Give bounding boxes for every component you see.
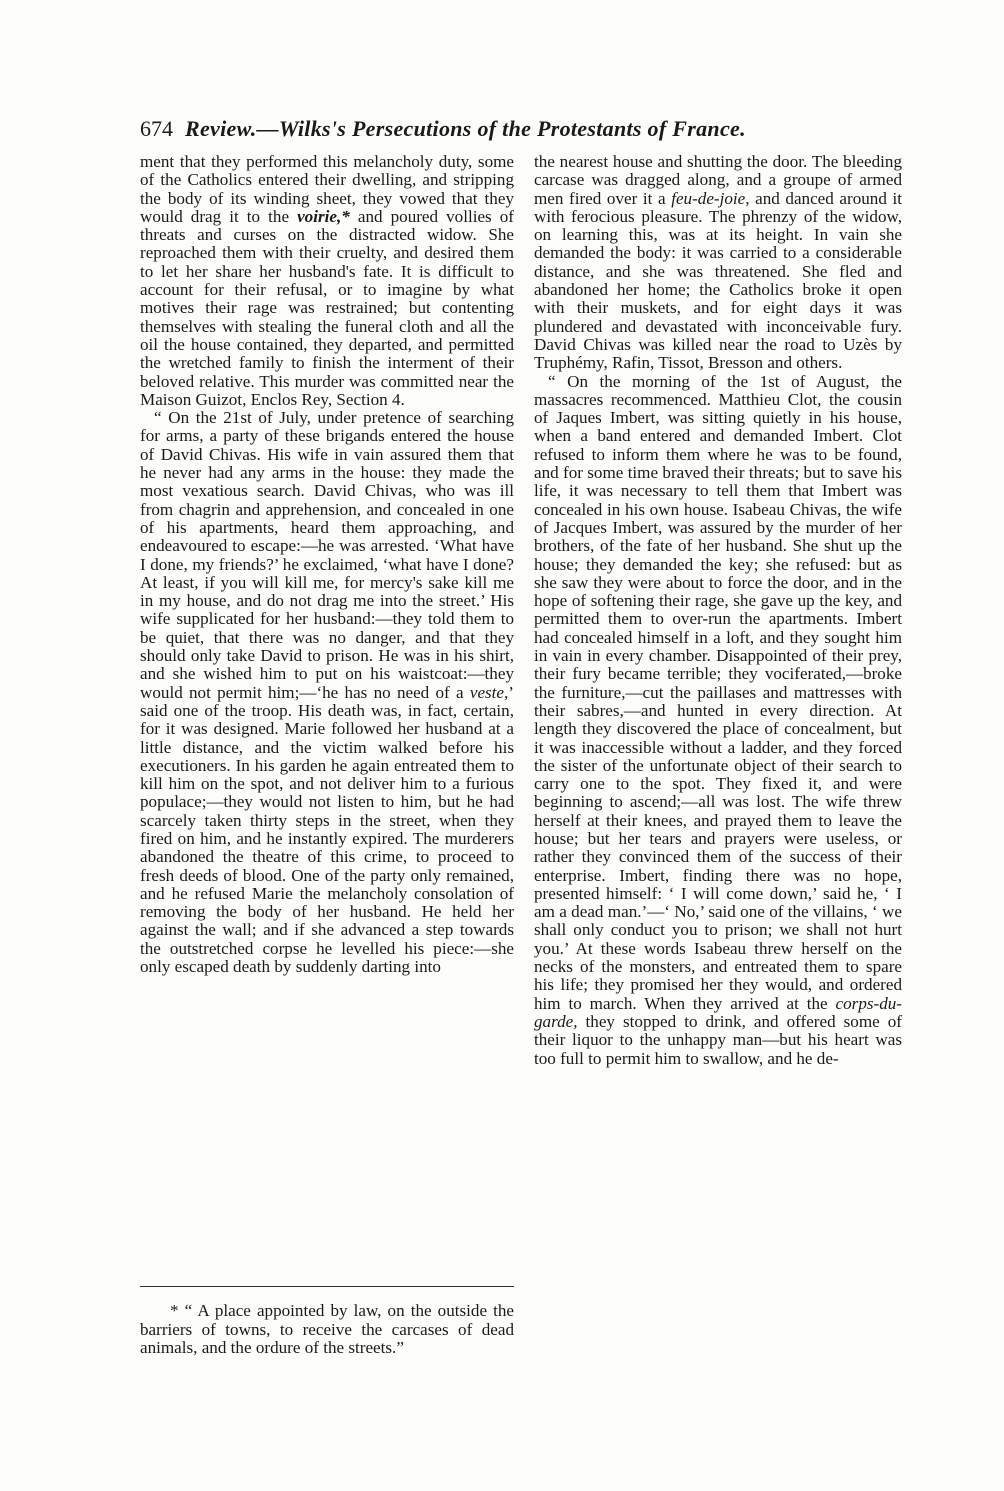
text-run: the nearest house and shutting the door. The bleeding carcase was dragged along, and a groupe of armed men fired over it a [534,152,902,208]
italic-term: feu-de-joie, [671,188,750,208]
text-run: “ On the 21st of July, under pretence of searching for arms, a party of these brigands entered the house of David Chivas. His wife in vain assured them that he never had any arms in the house: they made the most vexatious search. David Chivas, who was ill from chagrin and apprehension, and concealed in one of his apartments, heard them approaching, and endeavoured to escape:—he was arrested. ‘What have I done, my friends?’ he exclaimed, ‘what have I done? At least, if you will kill me, for mercy's sake kill me in my house, and do not drag me into the street.’ His wife supplicated for her husband:—they told them to be quiet, that there was no danger, and that they should only take David to prison. He was in his shirt, and she wished him to put on his waistcoat:—they would not permit him;—‘he has no need of a [140,408,514,702]
left-column [140,153,514,976]
running-title: Review.—Wilks's Persecutions of the Protestants of France. [185,116,746,141]
footnote-rule [140,1286,514,1287]
text-run: and danced around it with ferocious pleasure. The phrenzy of the widow, on learning this, was at its height. In vain she demanded the body: it was carried to a considerable distance, and she was threatened. She fled and abandoned her home; the Catholics broke it open with their muskets, and for eight days it was plundered and devastated with inconceivable fury. David Chivas was killed near the road to Uzès by Truphémy, Rafin, Tissot, Bresson and others. [534,188,902,373]
footnote-text: * “ A place appointed by law, on the outside the barriers of towns, to receive the carcases of dead animals, and the ordure of the streets.” [140,1301,514,1357]
italic-term: voirie,* [297,206,350,226]
text-run: ’ said one of the troop. His death was, in fact, certain, for it was designed. Marie followed her husband at a little distance, and the victim walked before his executioners. In his garden he again entreated them to kill him on the spot, and not deliver him to a furious populace;—they would not listen to him, but he had scarcely taken thirty steps in the street, when they fired on him, and he instantly expired. The murderers abandoned the theatre of this crime, to proceed to fresh deeds of blood. One of the party only remained, and he refused Marie the melancholy consolation of removing the body of her husband. He held her against the wall; and if she advanced a step towards the outstretched corpse he levelled his piece:—she only escaped death by suddenly darting into [140,682,514,977]
paragraph [140,409,514,976]
page-number: 674 [140,116,173,141]
right-column [534,153,902,1068]
running-header [140,116,920,150]
paragraph [534,153,902,373]
text-run: “ On the morning of the 1st of August, the massacres recommenced. Matthieu Clot, the cousin of Jaques Imbert, was sitting quietly in his house, when a band entered and demanded Imbert. Clot refused to inform them where he was to be found, and for some time braved their threats; but to save his life, it was necessary to tell them that Imbert was concealed in his own house. Isabeau Chivas, the wife of Jacques Imbert, was assured by the murder of her brothers, of the fate of her husband. She shut up the house; they demanded the key; she refused: but as she saw they were about to force the door, and in the hope of softening their rage, she gave up the key, and permitted them to over-run the apartments. Imbert had concealed himself in a loft, and they sought him in vain in every chamber. Disappointed of their prey, their fury became terrible; they vociferated,—broke the furniture,—cut the paillases and mattresses with their sabres,—and hunted in every direction. At length they discovered the place of concealment, but it was inaccessible without a ladder, and they forced the sister of the unfortunate object of their search to carry one to the spot. They fixed it, and were beginning to ascend;—all was lost. The wife threw herself at their knees, and prayed them to leave the house; but her tears and prayers were useless, or rather they convinced them of the success of their enterprise. Imbert, finding there was no hope, presented himself: ‘ I will come down,’ said he, ‘ I am a dead man.’—‘ No,’ said one of the villains, ‘ we shall only conduct you to prison; we shall not hurt you.’ At these words Isabeau threw herself on the necks of the monsters, and entreated them to spare his life; they promised her they would, and ordered him to march. When they arrived at the [534,371,902,1013]
paragraph [140,153,514,409]
italic-term: veste, [469,682,509,702]
text-run: they stopped to drink, and offered some of their liquor to the unhappy man—but his heart was too full to permit him to swallow, and he de- [534,1011,902,1068]
text-run: ment that they performed this melancholy duty, some of the Catholics entered their dwelling, and stripping the body of its winding sheet, they vowed that they would drag it to the [140,152,514,226]
paragraph [534,373,902,1068]
footnote [140,1302,514,1358]
italic-term: corps-du-garde, [534,993,902,1031]
text-run: and poured vollies of threats and curses on the distracted widow. She reproached them with their cruelty, and desired them to let her share her husband's fate. It is difficult to account for their refusal, or to imagine by what motives their rage was restrained; but contenting themselves with stealing the funeral cloth and all the oil the house contained, they departed, and permitted the wretched family to finish the interment of their beloved relative. This murder was committed near the Maison Guizot, Enclos Rey, Section 4. [140,206,515,409]
